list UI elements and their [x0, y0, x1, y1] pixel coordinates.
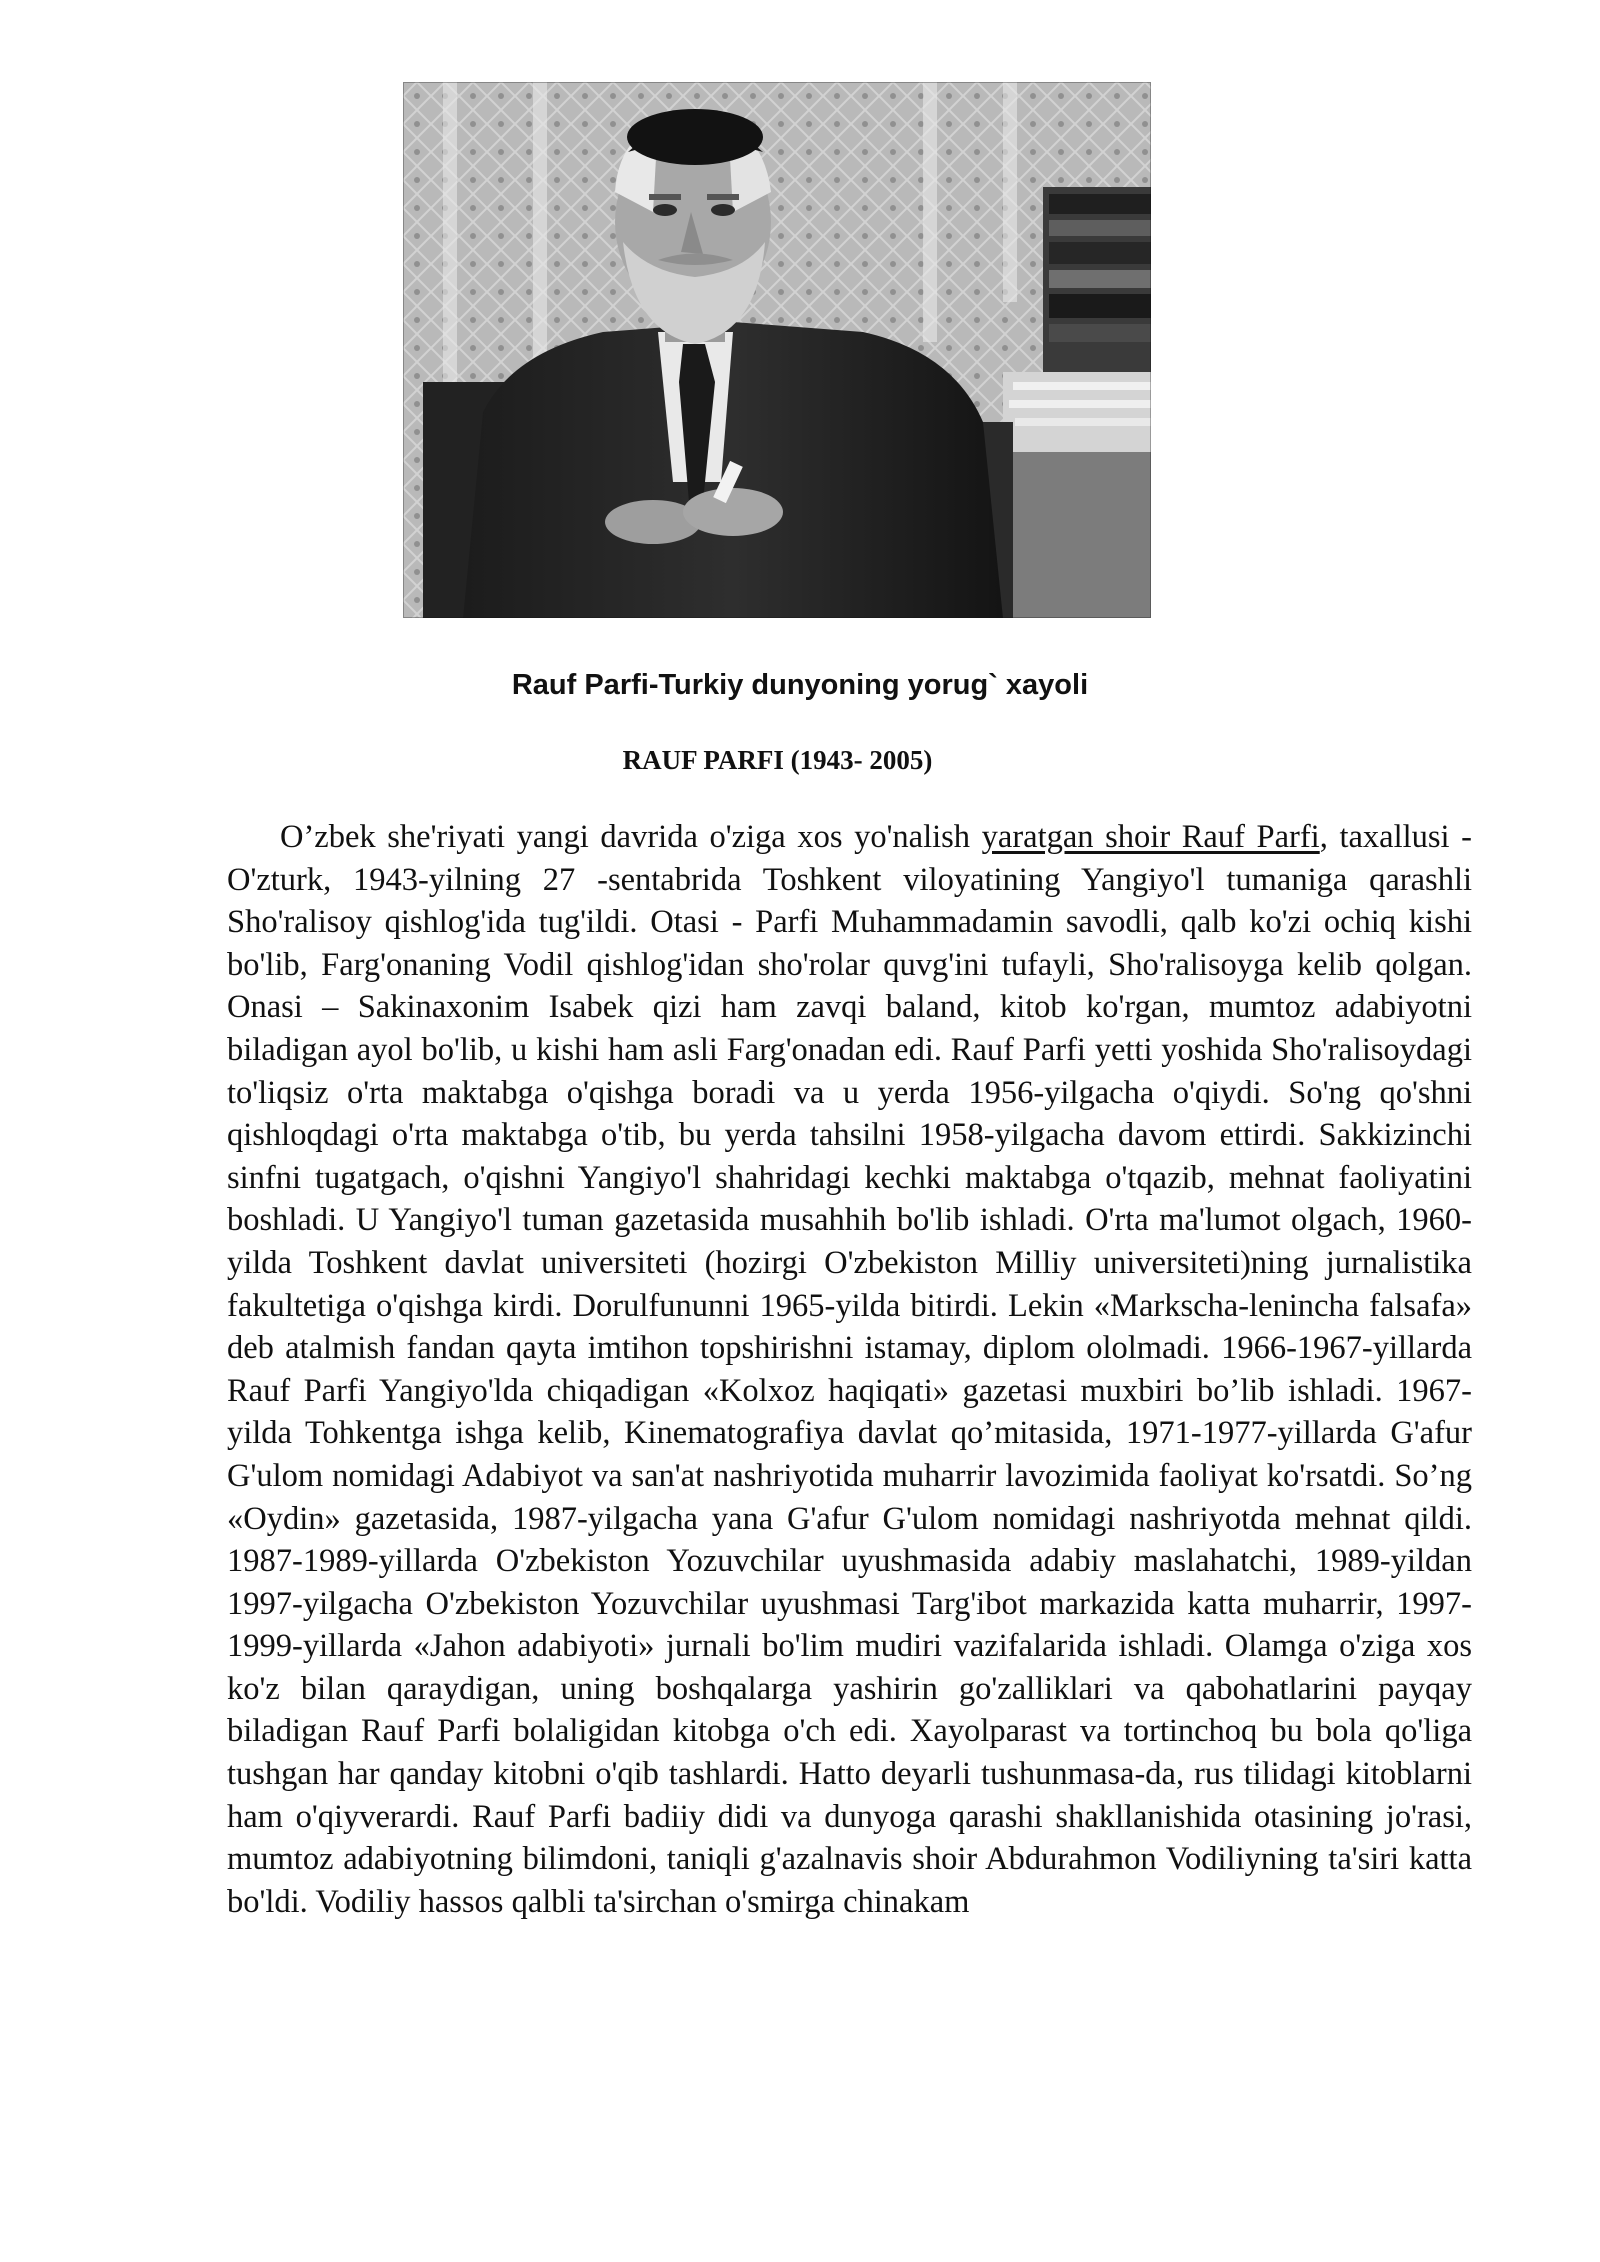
portrait-illustration	[403, 82, 1151, 618]
article-subtitle: RAUF PARFI (1943- 2005)	[622, 745, 933, 775]
body-text: , taxallusi - O'zturk, 1943-yilning 27 -sentabrida Toshkent viloyatining Yangiyo'l tumaniga qarashli Sho'ralisoy qishlog'ida tug'ildi. Otasi - Parfi Muhammadamin savodli, qalb ko'zi ochiq kishi bo'lib, Farg'onaning Vodil qishlog'idan sho'rolar quvg'ini tufayli, Sho'ralisoyga kelib qolgan. Onasi – Sakinaxonim Isabek qizi ham zavqi baland, kitob ko'rgan, mumtoz adabiyotni biladigan ayol bo'lib, u kishi ham asli Farg'onadan edi. Rauf Parfi yetti yoshida Sho'ralisoydagi to'liqsiz o'rta maktabga o'qishga boradi va u yerda 1956-yilgacha o'qiydi. So'ng qo'shni qishloqdagi o'rta maktabga o'tib, bu yerda tahsilni 1958-yilgacha davom ettirdi. Sakkizinchi sinfni tugatgach, o'qishni Yangiyo'l shahridagi kechki maktabga o'tqazib, mehnat faoliyatini boshladi. U Yangiyo'l tuman gazetasida musahhih bo'lib ishladi. O'rta ma'lumot olgach, 1960-yilda Toshkent davlat universiteti (hozirgi O'zbekiston Milliy universiteti)ning jurnalistika fakultetiga o'qishga kirdi. Dorulfununni 1965-yilda bitirdi. Lekin «Markscha-lenincha falsafa» deb atalmish fandan qayta imtihon topshirishni istamay, diplom ololmadi. 1966-1967-yillarda Rauf Parfi Yangiyo'lda chiqadigan «Kolxoz haqiqati» gazetasi muxbiri bo’lib ishladi. 1967-yilda Tohkentga ishga kelib, Kinematografiya davlat qo’mitasida, 1971-1977-yillarda G'afur G'ulom nomidagi Adabiyot va san'at nashriyotida muharrir lavozimida faoliyat ko'rsatdi. So’ng «Oydin» gazetasida, 1987-yilgacha yana G'afur G'ulom nomidagi nashriyotda mehnat qildi. 1987-1989-yillarda O'zbekiston Yozuvchilar uyushmasida adabiy maslahatchi, 1989-yildan 1997-yilgacha O'zbekiston Yozuvchilar uyushmasi Targ'ibot markazida katta muharrir, 1997-1999-yillarda «Jahon adabiyoti» jurnali bo'lim mudiri vazifalarida ishladi. Olamga o'ziga xos ko'z bilan qaraydigan, uning boshqalarga yashirin go'zalliklari va qabohatlarini payqay biladigan Rauf Parfi bolaligidan kitobga o'ch edi. Xayolparast va tortinchoq bu bola qo'liga tushgan har qanday kitobni o'qib tashlardi. Hatto deyarli tushunmasa-da, rus tilidagi kitoblarni ham o'qiyverardi. Rauf Parfi badiiy didi va dunyoga qarashi shakllanishida otasining jo'rasi, mumtoz adabiyotning bilimdoni, taniqli g'azalnavis shoir Abdurahmon Vodiliyning ta'siri katta bo'ldi. Vodiliy hassos qalbli ta'sirchan o'smirga chinakam	[227, 819, 1472, 1920]
body-paragraph	[227, 816, 1472, 1923]
portrait-photo	[403, 82, 1151, 618]
body-intro: O’zbek she'riyati yangi davrida o'ziga xos yo'nalish	[280, 819, 982, 855]
poet-link[interactable]: yaratgan shoir Rauf Parfi	[981, 819, 1320, 855]
article-title: Rauf Parfi-Turkiy dunyoning yorug` xayoli	[511, 669, 1089, 701]
